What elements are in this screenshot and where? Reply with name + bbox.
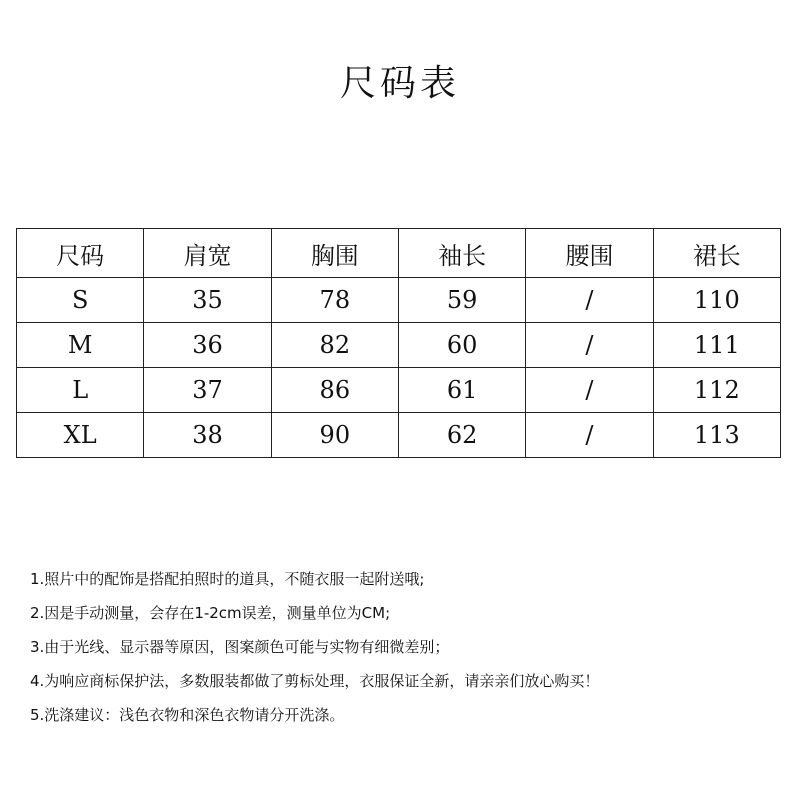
table-cell: / [526,368,653,413]
table-cell: M [17,323,144,368]
table-cell: 110 [653,278,780,323]
note-item: 2.因是手动测量，会存在1-2cm误差，测量单位为CM; [30,604,391,622]
table-cell: 62 [398,413,525,458]
table-cell: / [526,413,653,458]
header-waist: 腰围 [526,229,653,278]
notes-list [30,562,780,732]
table-row [17,413,781,458]
header-skirt-length: 裙长 [653,229,780,278]
header-bust: 胸围 [271,229,398,278]
table-cell: 38 [144,413,271,458]
note-item: 3.由于光线、显示器等原因，图案颜色可能与实物有细微差别； [30,638,450,656]
size-table [16,228,781,458]
note-item: 5.洗涤建议：浅色衣物和深色衣物请分开洗涤。 [30,706,345,724]
table-cell: 86 [271,368,398,413]
table-cell: XL [17,413,144,458]
table-cell: 90 [271,413,398,458]
page-title: 尺码表 [339,63,460,104]
table-cell: 35 [144,278,271,323]
table-cell: 78 [271,278,398,323]
table-row [17,368,781,413]
table-cell: 82 [271,323,398,368]
table-cell: L [17,368,144,413]
table-header-row [17,229,781,278]
table-cell: S [17,278,144,323]
header-sleeve: 袖长 [398,229,525,278]
table-cell: / [526,278,653,323]
table-cell: 111 [653,323,780,368]
table-row [17,278,781,323]
table-cell: 36 [144,323,271,368]
table-cell: / [526,323,653,368]
note-item: 4.为响应商标保护法，多数服装都做了剪标处理，衣服保证全新，请亲亲们放心购买！ [30,672,600,690]
header-shoulder: 肩宽 [144,229,271,278]
note-item: 1.照片中的配饰是搭配拍照时的道具，不随衣服一起附送哦; [30,570,425,588]
table-cell: 59 [398,278,525,323]
table-cell: 37 [144,368,271,413]
table-cell: 113 [653,413,780,458]
table-row [17,323,781,368]
table-cell: 60 [398,323,525,368]
table-cell: 61 [398,368,525,413]
table-cell: 112 [653,368,780,413]
header-size: 尺码 [17,229,144,278]
